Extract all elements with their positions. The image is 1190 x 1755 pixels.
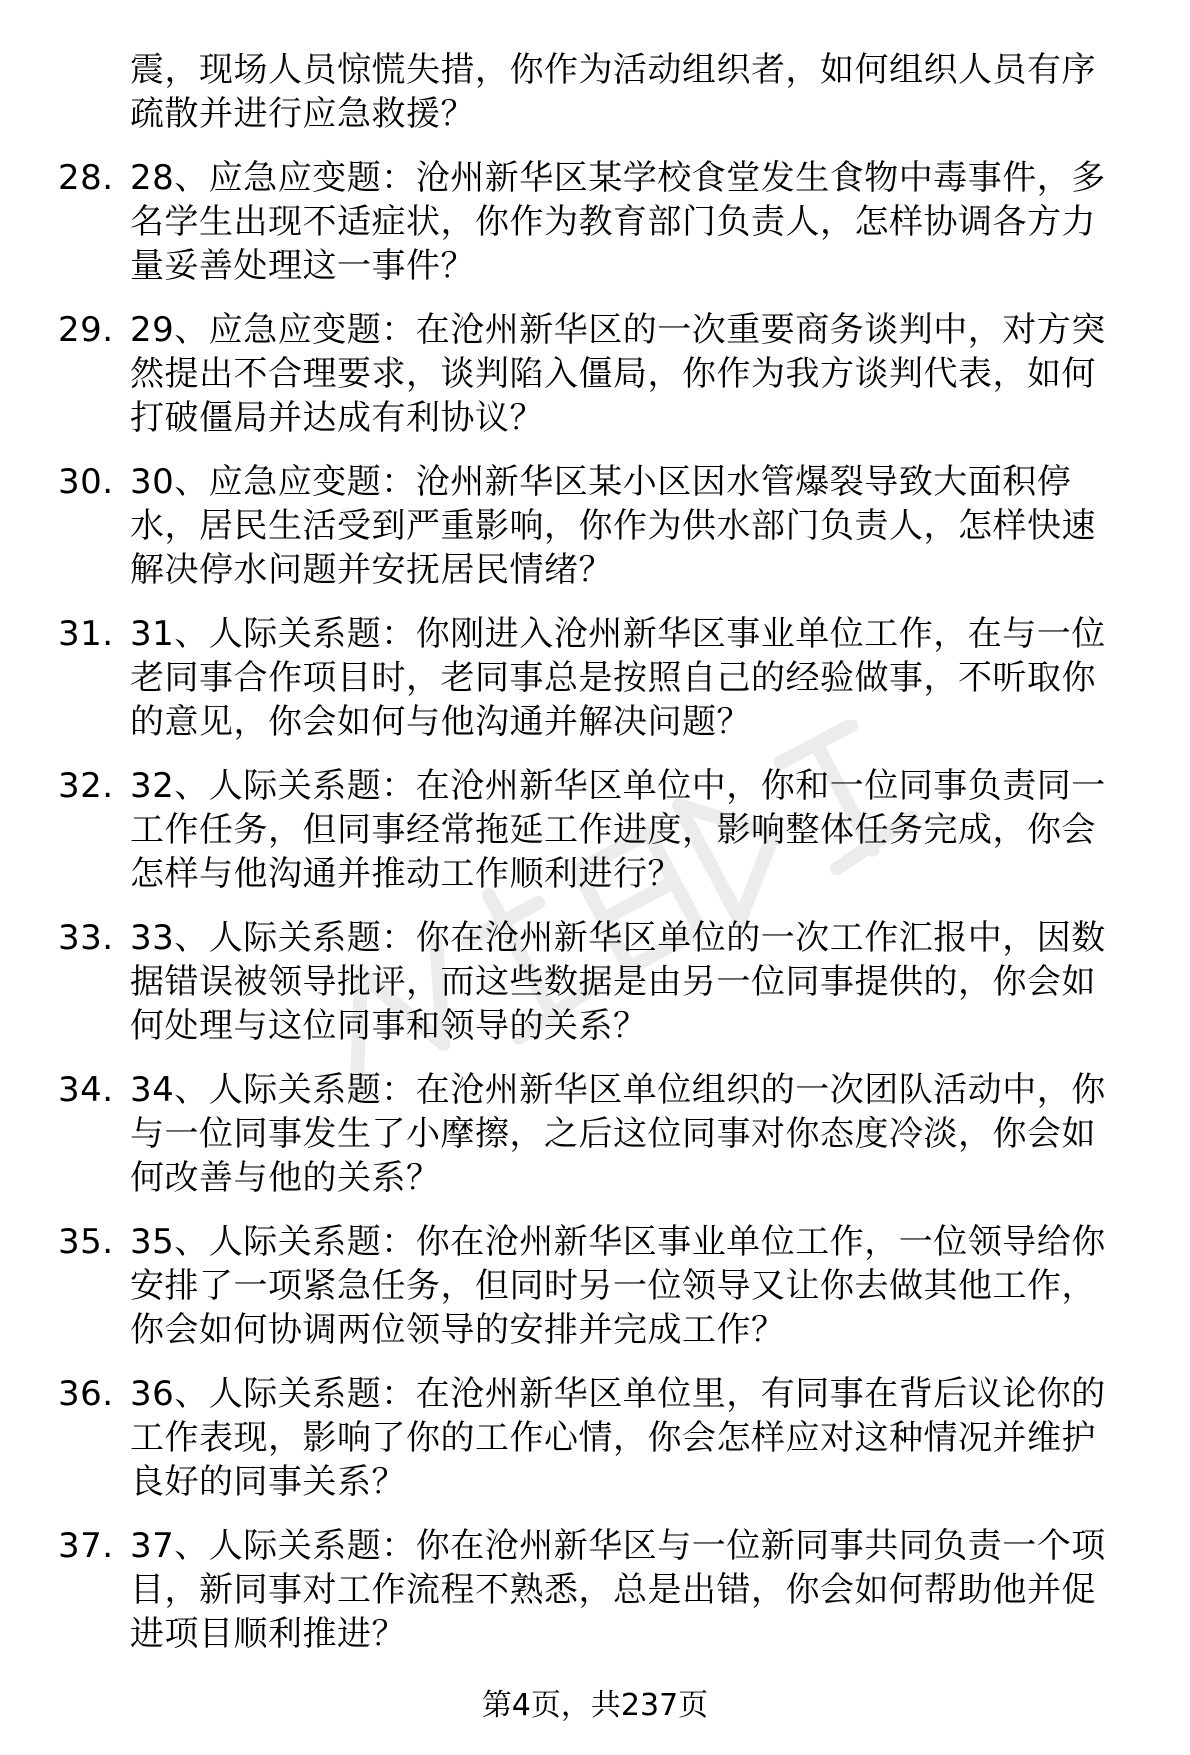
question-line: 工作任务，但同事经常拖延工作进度，影响整体任务完成，你会 <box>130 810 1096 850</box>
question-line: 34、人际关系题：在沧州新华区单位组织的一次团队活动中，你 <box>130 1070 1106 1110</box>
question-list <box>58 156 1150 1676</box>
question-text <box>130 1220 1150 1352</box>
question-number: 31. <box>58 614 114 654</box>
question-line: 何改善与他的关系？ <box>130 1158 441 1198</box>
question-line: 何处理与这位同事和领导的关系？ <box>130 1006 648 1046</box>
question-item <box>58 1068 1150 1220</box>
question-number: 35. <box>58 1222 114 1262</box>
question-line: 工作表现，影响了你的工作心情，你会怎样应对这种情况并维护 <box>130 1418 1096 1458</box>
question-item <box>58 764 1150 916</box>
question-number: 29. <box>58 310 114 350</box>
question-item <box>58 1372 1150 1524</box>
question-text <box>130 1524 1150 1656</box>
question-line: 打破僵局并达成有利协议？ <box>130 398 544 438</box>
question-item <box>58 1220 1150 1372</box>
question-line: 29、应急应变题：在沧州新华区的一次重要商务谈判中，对方突 <box>130 310 1106 350</box>
question-item <box>58 612 1150 764</box>
question-line: 31、人际关系题：你刚进入沧州新华区事业单位工作，在与一位 <box>130 614 1106 654</box>
question-line: 量妥善处理这一事件？ <box>130 246 475 286</box>
question-line: 解决停水问题并安抚居民情绪？ <box>130 550 613 590</box>
question-line: 然提出不合理要求，谈判陷入僵局，你作为我方谈判代表，如何 <box>130 354 1096 394</box>
continued-question-text <box>130 48 1150 136</box>
question-text <box>130 1372 1150 1504</box>
question-line: 的意见，你会如何与他沟通并解决问题？ <box>130 702 751 742</box>
question-number: 36. <box>58 1374 114 1414</box>
question-item <box>58 916 1150 1068</box>
question-text <box>130 1068 1150 1200</box>
question-line: 良好的同事关系？ <box>130 1462 406 1502</box>
question-line: 进项目顺利推进？ <box>130 1614 406 1654</box>
page-number-label: 第4页，共237页 <box>481 1688 709 1723</box>
question-line: 目，新同事对工作流程不熟悉，总是出错，你会如何帮助他并促 <box>130 1570 1096 1610</box>
question-line: 水，居民生活受到严重影响，你作为供水部门负责人，怎样快速 <box>130 506 1096 546</box>
question-item <box>58 156 1150 308</box>
question-line: 你会如何协调两位领导的安排并完成工作？ <box>130 1310 786 1350</box>
question-item <box>58 1524 1150 1676</box>
question-line: 与一位同事发生了小摩擦，之后这位同事对你态度冷淡，你会如 <box>130 1114 1096 1154</box>
question-text <box>130 460 1150 592</box>
question-line: 安排了一项紧急任务，但同时另一位领导又让你去做其他工作， <box>130 1266 1096 1306</box>
question-line: 37、人际关系题：你在沧州新华区与一位新同事共同负责一个项 <box>130 1526 1106 1566</box>
question-text <box>130 916 1150 1048</box>
question-line: 30、应急应变题：沧州新华区某小区因水管爆裂导致大面积停 <box>130 462 1072 502</box>
question-number: 28. <box>58 158 114 198</box>
question-line: 名学生出现不适症状，你作为教育部门负责人，怎样协调各方力 <box>130 202 1096 242</box>
question-number: 33. <box>58 918 114 958</box>
question-line: 据错误被领导批评，而这些数据是由另一位同事提供的，你会如 <box>130 962 1096 1002</box>
question-line: 35、人际关系题：你在沧州新华区事业单位工作，一位领导给你 <box>130 1222 1106 1262</box>
question-line: 28、应急应变题：沧州新华区某学校食堂发生食物中毒事件，多 <box>130 158 1106 198</box>
question-text <box>130 764 1150 896</box>
page-footer <box>0 1686 1190 1726</box>
question-text <box>130 308 1150 440</box>
question-number: 30. <box>58 462 114 502</box>
question-item <box>58 460 1150 612</box>
continued-line: 疏散并进行应急救援？ <box>130 94 475 134</box>
question-item <box>58 308 1150 460</box>
question-number: 32. <box>58 766 114 806</box>
question-line: 32、人际关系题：在沧州新华区单位中，你和一位同事负责同一 <box>130 766 1106 806</box>
question-text <box>130 156 1150 288</box>
question-line: 怎样与他沟通并推动工作顺利进行？ <box>130 854 682 894</box>
question-line: 36、人际关系题：在沧州新华区单位里，有同事在背后议论你的 <box>130 1374 1106 1414</box>
continued-line: 震，现场人员惊慌失措，你作为活动组织者，如何组织人员有序 <box>130 50 1096 90</box>
question-number: 34. <box>58 1070 114 1110</box>
question-line: 33、人际关系题：你在沧州新华区单位的一次工作汇报中，因数 <box>130 918 1106 958</box>
question-line: 老同事合作项目时，老同事总是按照自己的经验做事，不听取你 <box>130 658 1096 698</box>
question-text <box>130 612 1150 744</box>
question-number: 37. <box>58 1526 114 1566</box>
